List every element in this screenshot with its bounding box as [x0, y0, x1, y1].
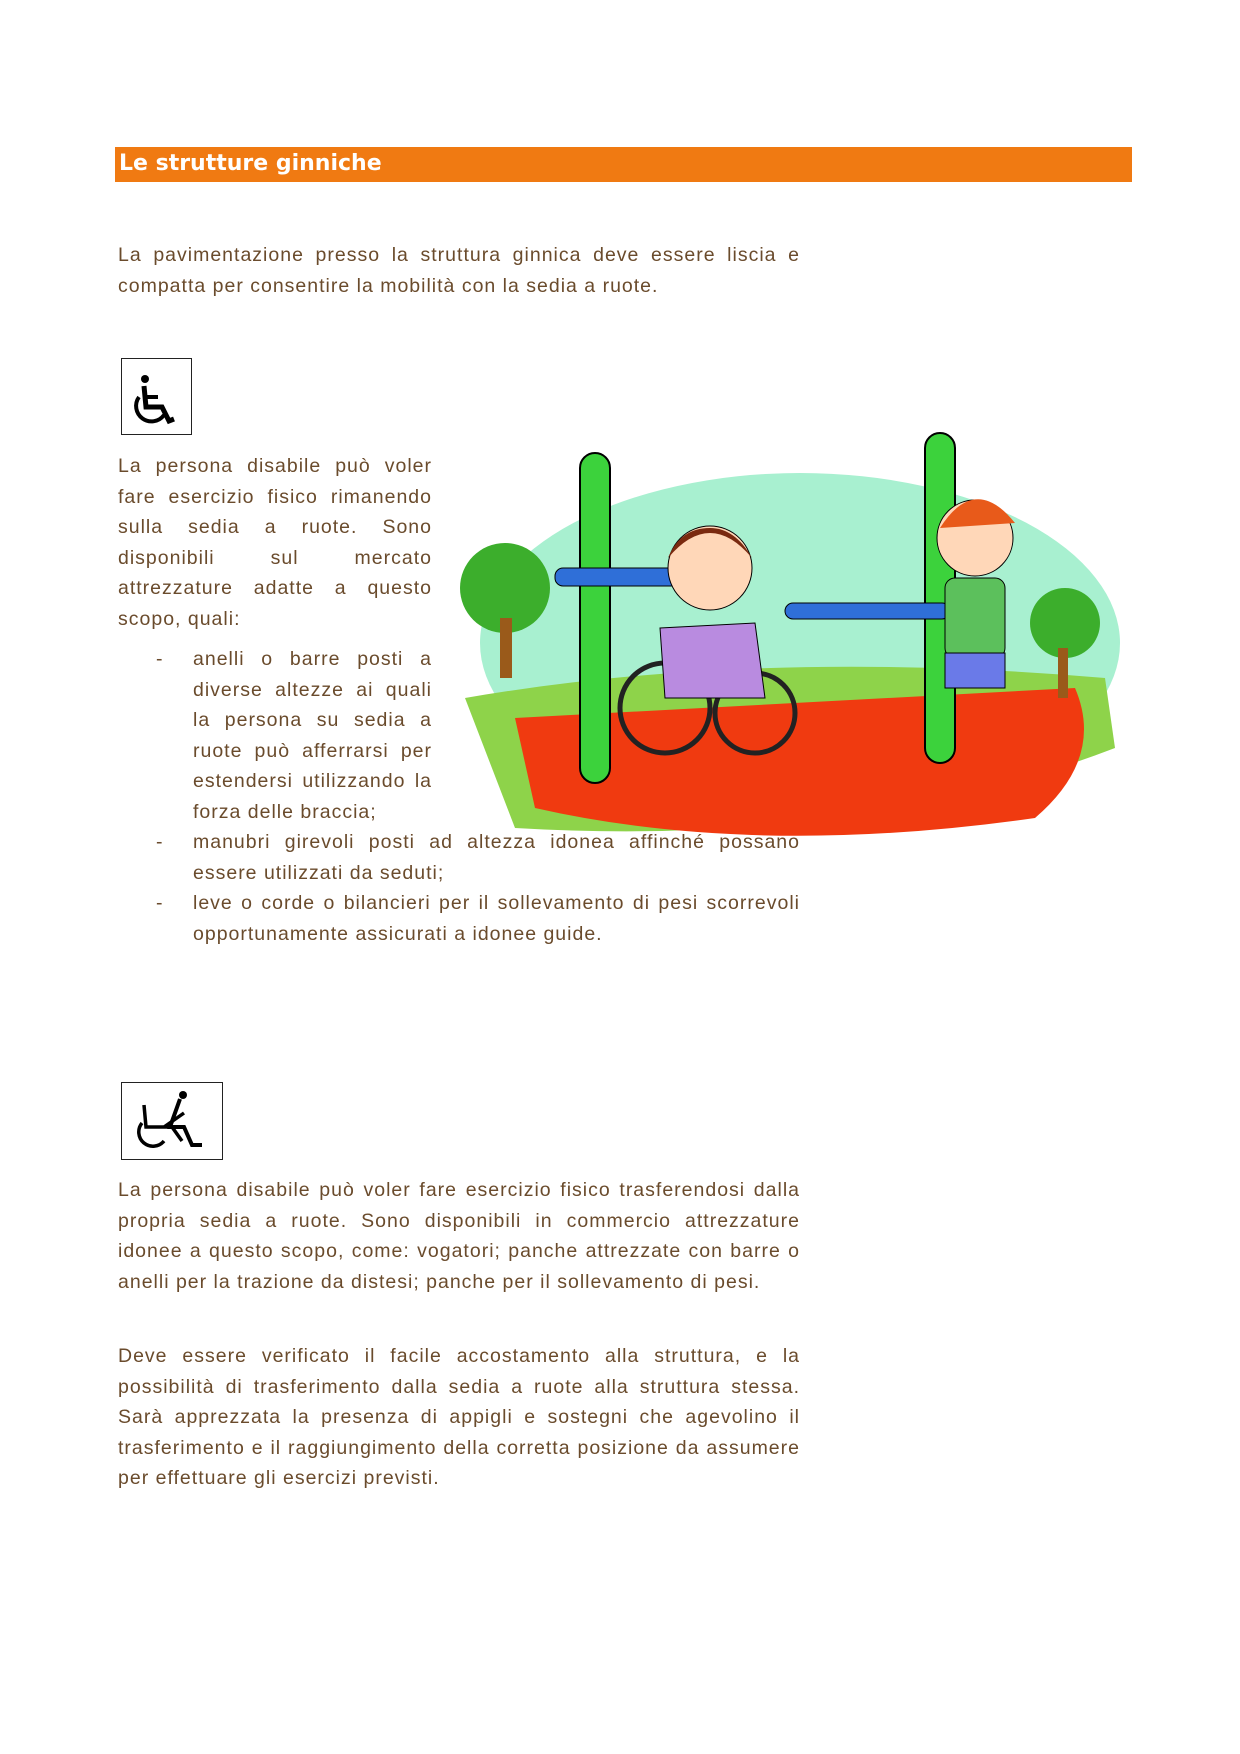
block1-paragraph: La persona disabile può voler fare esercizio fisico rimanendo sulla sedia a ruote. Sono disponibili sul mercato attrezzature adatte a questo scopo, quali: — [118, 455, 432, 630]
equipment-list — [118, 644, 800, 949]
list-item — [118, 644, 432, 827]
section-title: Le strutture ginniche — [119, 151, 382, 176]
intro-paragraph: La pavimentazione presso la struttura ginnica deve essere liscia e compatta per consentire la mobilità con la sedia a ruote. — [118, 244, 800, 297]
wheelchair-icon — [121, 358, 192, 435]
list-dash: - — [156, 648, 164, 670]
list-dash: - — [156, 892, 164, 914]
list-item-text: manubri girevoli posti ad altezza idonea affinché possano essere utilizzati da seduti; — [193, 831, 800, 884]
list-item-text: leve o corde o bilancieri per il sollevamento di pesi scorrevoli opportunamente assicurati a idonee guide. — [193, 892, 800, 945]
block2-paragraph-1: La persona disabile può voler fare esercizio fisico trasferendosi dalla propria sedia a ruote. Sono disponibili in commercio attrezzature idonee a questo scopo, come: vogatori; panche attrezzate con barre o anelli per la trazione da distesi; panche per il sollevamento di pesi. — [118, 1179, 800, 1293]
list-item — [118, 888, 800, 949]
list-item-text: anelli o barre posti a diverse altezze ai quali la persona su sedia a ruote può afferrarsi per estendersi utilizzando la forza delle braccia; — [193, 648, 432, 823]
wheelchair-transfer-icon — [121, 1082, 223, 1160]
list-dash: - — [156, 831, 164, 853]
section-header — [115, 147, 1132, 182]
block2-paragraph-2: Deve essere verificato il facile accostamento alla struttura, e la possibilità di trasferimento dalla sedia a ruote alla struttura stessa. Sarà apprezzata la presenza di appigli e sostegni che agevolino il trasferimento e il raggiungimento della corretta posizione da assumere per effettuare gli esercizi previsti. — [118, 1345, 800, 1489]
list-item — [118, 827, 800, 888]
